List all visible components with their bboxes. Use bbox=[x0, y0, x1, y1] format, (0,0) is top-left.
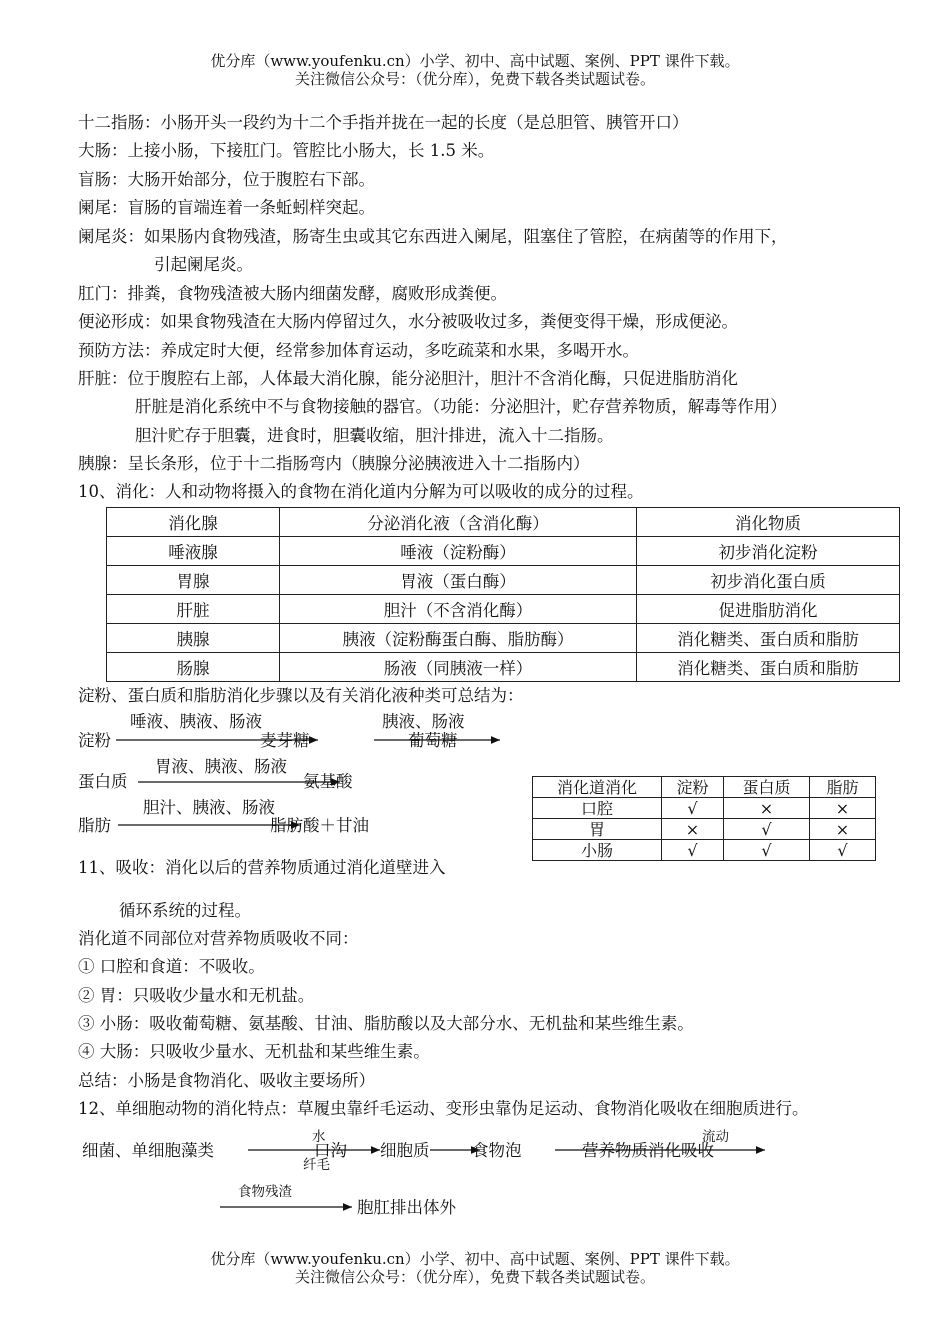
flow2-cytoplasm: 细胞质 bbox=[380, 1141, 430, 1160]
flow-maltose-enzymes: 胰液、肠液 bbox=[382, 712, 465, 731]
flow-starch-enzymes: 唾液、胰液、肠液 bbox=[130, 712, 262, 731]
text-line: 大肠：上接小肠，下接肛门。管腔比小肠大，长 1.5 米。 bbox=[78, 141, 495, 160]
table-cell: √ bbox=[810, 840, 876, 861]
text-line: 12、单细胞动物的消化特点：草履虫靠纤毛运动、变形虫靠伪足运动、食物消化吸收在细胞质进行。 bbox=[78, 1099, 809, 1118]
table-header-row bbox=[533, 777, 876, 798]
table-row bbox=[533, 819, 876, 840]
table-cell: √ bbox=[724, 819, 810, 840]
text-line: ③ 小肠：吸收葡萄糖、氨基酸、甘油、脂肪酸以及大部分水、无机盐和某些维生素。 bbox=[78, 1014, 694, 1033]
flow2-food-vacuole: 食物泡 bbox=[472, 1141, 522, 1160]
table-cell: 消化糖类、蛋白质和脂肪 bbox=[637, 653, 900, 682]
flow-glucose: 葡萄糖 bbox=[408, 731, 458, 750]
flow-starch: 淀粉 bbox=[78, 731, 111, 750]
text-line: 阑尾炎：如果肠内食物残渣，肠寄生虫或其它东西进入阑尾，阻塞住了管腔，在病菌等的作用下， bbox=[78, 227, 788, 246]
flow-maltose: 麦芽糖 bbox=[260, 731, 310, 750]
table-cell: × bbox=[662, 819, 724, 840]
table-cell: 唾液腺 bbox=[107, 537, 280, 566]
text-line: 阑尾：盲肠的盲端连着一条蚯蚓样突起。 bbox=[78, 198, 375, 217]
text-line: 总结：小肠是食物消化、吸收主要场所） bbox=[78, 1071, 375, 1090]
flow2-residue: 食物残渣 bbox=[238, 1184, 292, 1200]
table-cell: √ bbox=[662, 840, 724, 861]
text-line: 肝脏是消化系统中不与食物接触的器官。（功能：分泌胆汁，贮存营养物质，解毒等作用） bbox=[135, 397, 787, 416]
flow-protein-enzymes: 胃液、胰液、肠液 bbox=[155, 757, 287, 776]
footer-line-1: 优分库（www.youfenku.cn）小学、初中、高中试题、案例、PPT 课件下载。 bbox=[210, 1250, 740, 1268]
table-cell: × bbox=[724, 798, 810, 819]
table-header-cell: 消化道消化 bbox=[533, 777, 662, 798]
table-header-cell: 分泌消化液（含消化酶） bbox=[280, 508, 637, 537]
text-line: 十二指肠：小肠开头一段约为十二个手指并拢在一起的长度（是总胆管、胰管开口） bbox=[78, 113, 689, 132]
table-cell: 胰液（淀粉酶蛋白酶、脂肪酶） bbox=[280, 624, 637, 653]
table-cell: 胃液（蛋白酶） bbox=[280, 566, 637, 595]
table-row bbox=[533, 798, 876, 819]
table-cell: 初步消化淀粉 bbox=[637, 537, 900, 566]
flow2-cilia: 纤毛 bbox=[303, 1157, 330, 1173]
text-line: 胰腺：呈长条形，位于十二指肠弯内（胰腺分泌胰液进入十二指肠内） bbox=[78, 454, 590, 473]
table-header-cell: 脂肪 bbox=[810, 777, 876, 798]
table-cell: 消化糖类、蛋白质和脂肪 bbox=[637, 624, 900, 653]
table-cell: 肠腺 bbox=[107, 653, 280, 682]
table-header-cell: 消化腺 bbox=[107, 508, 280, 537]
flow2-anal-pore: 胞肛排出体外 bbox=[357, 1198, 456, 1217]
table-cell: 胆汁（不含消化酶） bbox=[280, 595, 637, 624]
text-line: 消化道不同部位对营养物质吸收不同： bbox=[78, 929, 359, 948]
flow2-water: 水 bbox=[312, 1129, 326, 1145]
table-cell: 初步消化蛋白质 bbox=[637, 566, 900, 595]
table-cell: × bbox=[810, 798, 876, 819]
text-line: 肝脏：位于腹腔右上部，人体最大消化腺，能分泌胆汁，胆汁不含消化酶，只促进脂肪消化 bbox=[78, 369, 738, 388]
text-line: 盲肠：大肠开始部分，位于腹腔右下部。 bbox=[78, 170, 375, 189]
text-line: 11、吸收：消化以后的营养物质通过消化道壁进入 bbox=[78, 858, 446, 877]
text-line: 循环系统的过程。 bbox=[119, 901, 251, 920]
text-line: ④ 大肠：只吸收少量水、无机盐和某些维生素。 bbox=[78, 1042, 430, 1061]
table-cell: √ bbox=[662, 798, 724, 819]
table-cell: 唾液（淀粉酶） bbox=[280, 537, 637, 566]
flow2-oral-groove: 口沟 bbox=[314, 1141, 347, 1160]
flow-amino-acid: 氨基酸 bbox=[303, 772, 353, 791]
table-cell: × bbox=[810, 819, 876, 840]
flow-protein: 蛋白质 bbox=[78, 772, 128, 791]
header-line-1: 优分库（www.youfenku.cn）小学、初中、高中试题、案例、PPT 课件下载。 bbox=[210, 52, 740, 70]
flow-fat: 脂肪 bbox=[78, 816, 111, 835]
text-line: 淀粉、蛋白质和脂肪消化步骤以及有关消化液种类可总结为： bbox=[78, 686, 524, 705]
text-line: 10、消化：人和动物将摄入的食物在消化道内分解为可以吸收的成分的过程。 bbox=[78, 482, 644, 501]
text-line: 引起阑尾炎。 bbox=[154, 255, 253, 274]
digestion-site-table bbox=[532, 776, 876, 861]
text-line: 胆汁贮存于胆囊，进食时，胆囊收缩，胆汁排进，流入十二指肠。 bbox=[135, 426, 614, 445]
table-cell: 胃 bbox=[533, 819, 662, 840]
text-line: ① 口腔和食道：不吸收。 bbox=[78, 957, 265, 976]
table-cell: 小肠 bbox=[533, 840, 662, 861]
table-cell: 口腔 bbox=[533, 798, 662, 819]
flow2-absorption: 营养物质消化吸收 bbox=[582, 1141, 714, 1160]
flow-fat-enzymes: 胆汁、胰液、肠液 bbox=[143, 798, 275, 817]
text-line: 肛门：排粪，食物残渣被大肠内细菌发酵，腐败形成粪便。 bbox=[78, 284, 507, 303]
text-line: 便泌形成：如果食物残渣在大肠内停留过久，水分被吸收过多，粪便变得干燥，形成便泌。 bbox=[78, 312, 738, 331]
table-header-cell: 淀粉 bbox=[662, 777, 724, 798]
flow-fatty-acid-glycerol: 脂肪酸＋甘油 bbox=[270, 816, 369, 835]
table-cell: 胃腺 bbox=[107, 566, 280, 595]
flow2-source: 细菌、单细胞藻类 bbox=[82, 1141, 214, 1160]
flow2-flowing: 流动 bbox=[702, 1129, 729, 1145]
table-cell: 肝脏 bbox=[107, 595, 280, 624]
table-header-cell: 消化物质 bbox=[637, 508, 900, 537]
table-header-cell: 蛋白质 bbox=[724, 777, 810, 798]
table-cell: √ bbox=[724, 840, 810, 861]
table-row bbox=[533, 840, 876, 861]
text-line: ② 胃：只吸收少量水和无机盐。 bbox=[78, 986, 315, 1005]
text-line: 预防方法：养成定时大便，经常参加体育运动，多吃疏菜和水果，多喝开水。 bbox=[78, 341, 639, 360]
table-cell: 促进脂肪消化 bbox=[637, 595, 900, 624]
table-cell: 肠液（同胰液一样） bbox=[280, 653, 637, 682]
header-line-2: 关注微信公众号：（优分库），免费下载各类试题试卷。 bbox=[294, 70, 655, 88]
table-cell: 胰腺 bbox=[107, 624, 280, 653]
footer-line-2: 关注微信公众号：（优分库），免费下载各类试题试卷。 bbox=[294, 1268, 655, 1286]
